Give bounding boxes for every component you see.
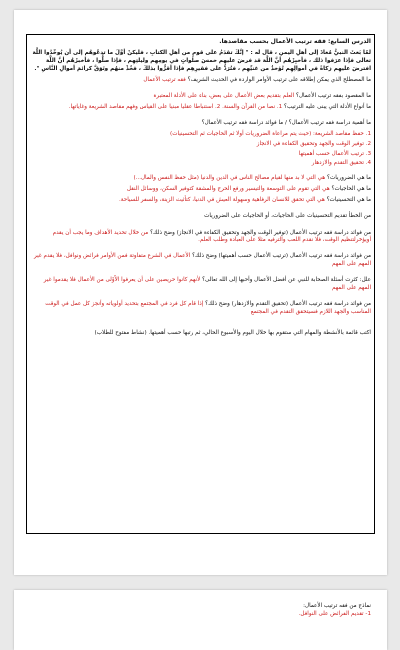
- question-meaning: [30, 93, 371, 101]
- question-evidence: [30, 104, 371, 112]
- importance-item: 4. تحقيق التقدم والازدهار: [311, 160, 371, 167]
- example-item: [30, 610, 371, 618]
- importance-item: 2. توفير الوقت والجهد وتحقيق الكفاءة في الانجاز: [256, 140, 371, 147]
- examples-heading: نماذج من فقه ترتيب الأعمال:: [303, 603, 371, 609]
- question-companions: [30, 277, 371, 292]
- question-text: ما المقصود بفقه ترتيب الأعمال؟: [295, 92, 371, 99]
- lesson-title: الدرس السابع: فقه ترتيب الأعمال بحسب مقاصدها.: [219, 38, 371, 45]
- question-text: من فوائد دراسة فقه ترتيب الأعمال (ترتيب الأعمال حسب أهميتها) وضح ذلك؟: [192, 253, 371, 260]
- answer-text: لأنهم كانوا حريصين على أن يعرفوا الأَوْلى من الأعمال فلا يقدموا غير المهم على المهم: [43, 277, 371, 291]
- statement-order: من الخطأ تقديم التحسينيات على الحاجيات، أو الحاجيات على الضروريات: [204, 213, 371, 220]
- question-text: من فوائد دراسة فقه ترتيب الأعمال (تحقيق التقدم والازدهار) وضح ذلك؟: [205, 301, 371, 308]
- document-page-1: [14, 10, 387, 575]
- question-benefit-progress: [30, 301, 371, 316]
- question-text: ما أنواع الأدلة التي يبنى عليه الترتيب؟: [283, 104, 371, 111]
- question-improvements: [30, 197, 371, 205]
- answer-text: 1. نصا من القرآن والسنة. 2. استنباطا عقليا مبنيا على القياس وفهم مقاصد الشريعة وغاياتها.: [68, 104, 283, 111]
- answer-text: إذا قام كل فرد في المجتمع بتحديد أولوياته وأنجز كل عمل في الوقت المناسب والجهد اللازم فسيتحقق التقدم في المجتمع: [45, 301, 371, 315]
- page-2-content: [30, 602, 371, 619]
- hadith-text: لمّا بَعثَ النبيُّ مُعاذَ إلى أهلِ اليمنِ ، قال له : " إنَّكَ تقدَمُ على قومٍ من أهلِ الكتابِ ، فليكنْ أوَّلَ ما تدعُوهُم إلى أن يُوحِّدُوا اللَّهَ تعالى فإذا عرَفوا ذلك ، فأخبِرْهُم أنَّ اللَّهَ قد فرضَ عليهم خمسَ صلواتٍ في يومِهِم وليلتِهِم ، فإذا صلُّوا ، فأخبرْهُم أنَّ اللَّهَ افترضَ عليهِم زكاةً في أموالِهِم تُؤخذُ من غنيِّهِم ، فتُرَدُّ على فقيرِهِم فإذا أقرُّوا بذلكَ ، فخُذْ منهُم وتَوَقَّ كرائمَ أموالِ النَّاسِ ".: [32, 50, 371, 72]
- question-necessities: [30, 175, 371, 183]
- answer-text: هي التي تحقق للانسان الرفاهية وسهولة العيش في الدنيا، كتأثيث الزينة، والسفر للسياحة.: [118, 197, 325, 204]
- page-1-content: [30, 38, 371, 341]
- answer-text: هي التي تقوم على التوسعة والتيسير ورفع الحرج والمشقة كتوفير السكن، ووسائل النقل: [126, 186, 330, 193]
- answer-text: فقه ترتيب الأعمال: [143, 76, 186, 83]
- document-page-2: [14, 590, 387, 650]
- question-needs: [30, 186, 371, 194]
- importance-item: 3. ترتيب الأعمال حسب أهميتها: [298, 150, 371, 157]
- question-benefit-time: [30, 230, 371, 245]
- answer-text: من خلال تحديد الأهداف وما يجب أن يقدم أويؤخرلتنظيم الوقت، فلا نقدم اللعب والترفيه مثلا على العبادة وطلب العلم.: [52, 229, 371, 244]
- question-text: من فوائد دراسة فقه ترتيب الأعمال (توفير الوقت والجهد وتحقيق الكفاءة في الانجاز) وضح ذلك؟: [150, 229, 371, 236]
- question-importance: ما أهمية دراسة فقه ترتيب الأعمال؟ / ما فوائد دراسة فقه ترتيب الأعمال؟: [201, 120, 371, 127]
- example-text: تقديم الفرائض على النوافل.: [298, 611, 364, 618]
- question-text: علل: كثرت أسئلة الصحابة للنبي عن أفضل الأعمال وأحبها إلى الله تعالى؟: [202, 277, 371, 284]
- question-text: ما المصطلح الذي يمكن إطلاقه على ترتيب الأوامر الواردة في الحديث الشريف؟: [187, 76, 371, 83]
- question-text: ما هي الضروريات؟: [327, 175, 371, 182]
- question-text: ما هي الحاجيات؟: [331, 186, 371, 193]
- importance-item: 1. حفظ مقاصد الشريعة: (حيث يتم مراعاة الضروريات أولا ثم الحاجيات ثم التحسينيات): [170, 131, 371, 138]
- activity-task: اكتب قائمة بالأنشطة والمهام التي ستقوم بها خلال اليوم والأسبوع الحالي، ثم رتبها حسب أهميتها. (نشاط مفتوح للطلاب): [94, 329, 371, 336]
- question-benefit-priority: [30, 253, 371, 268]
- question-term: [30, 77, 371, 85]
- question-text: ما هي التحسينيات؟: [326, 197, 371, 204]
- example-number: 1-: [365, 611, 371, 618]
- answer-text: العلم بتقديم بعض الأعمال على بعض، بناء على الأدلة المعتبرة: [153, 92, 295, 99]
- answer-text: هي التي لا بد منها لقيام مصالح الناس في الدين والدنيا (مثل حفظ النفس والمال...): [133, 175, 326, 182]
- answer-text: الأعمال في الشرع متفاوتة فمن الأوامر فرائض ونوافل، فلا يقدم غير المهم على المهم: [34, 253, 371, 268]
